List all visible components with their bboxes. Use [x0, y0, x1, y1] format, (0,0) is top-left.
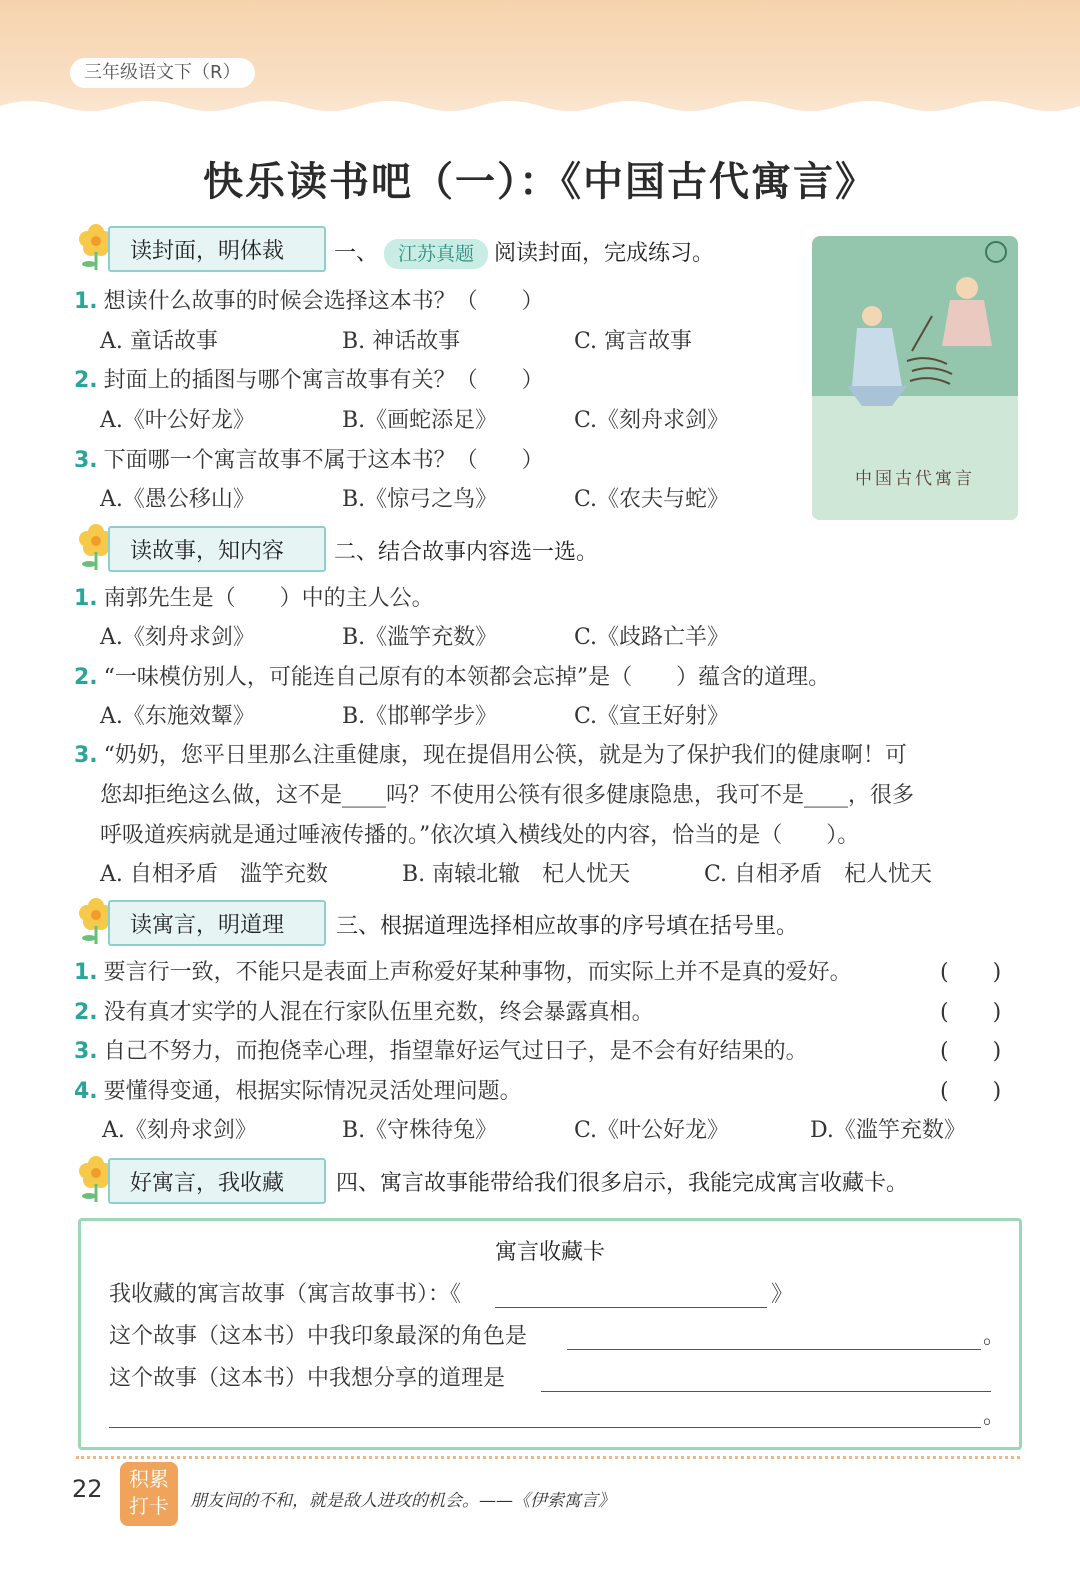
- footer-quote: 朋友间的不和，就是敌人进攻的机会。——《伊索寓言》: [190, 1491, 615, 1511]
- s2-q3-line2: 您却拒绝这么做，这不是____吗？不使用公筷有很多健康隐患，我可不是____，很多: [100, 783, 915, 808]
- s1-q3-opt-b: B.《惊弓之鸟》: [342, 487, 498, 512]
- card-input-lesson-cont[interactable]: [109, 1427, 981, 1428]
- section4-instruction: 四、寓言故事能带给我们很多启示，我能完成寓言收藏卡。: [336, 1171, 909, 1196]
- s1-q2-opt-a: A.《叶公好龙》: [100, 408, 255, 433]
- card-line-1-end: 》: [771, 1282, 794, 1307]
- book-cover-image: [812, 236, 1018, 520]
- card-input-lesson[interactable]: [541, 1391, 991, 1392]
- s2-q2-opt-b: B.《邯郸学步》: [342, 704, 498, 729]
- s1-q1-opt-c: C. 寓言故事: [574, 329, 693, 354]
- s2-q3-opt-b: B. 南辕北辙 杞人忧天: [402, 862, 631, 887]
- card-input-character[interactable]: [567, 1349, 981, 1350]
- s3-answer-2[interactable]: ( ): [940, 1000, 1002, 1025]
- accumulate-stamp: 积累 打卡: [120, 1462, 178, 1526]
- s1-q1-opt-a: A. 童话故事: [100, 329, 218, 354]
- card-input-book[interactable]: [495, 1307, 767, 1308]
- s1-q3: 3. 下面哪一个寓言故事不属于这本书？（ ）: [74, 448, 544, 473]
- section3-instruction: 三、根据道理选择相应故事的序号填在括号里。: [336, 914, 799, 939]
- s3-opt-d: D.《滥竽充数》: [810, 1118, 966, 1143]
- section2-title: 读故事，知内容: [130, 539, 285, 564]
- grade-tag: 三年级语文下（R）: [70, 58, 255, 88]
- s2-q3-opt-c: C. 自相矛盾 杞人忧天: [704, 862, 933, 887]
- s3-item-2: 2. 没有真才实学的人混在行家队伍里充数，终会暴露真相。: [74, 1000, 654, 1025]
- s2-q2-opt-c: C.《宣王好射》: [574, 704, 730, 729]
- header-wave: [0, 96, 1080, 128]
- card-line-4-period: 。: [983, 1404, 1006, 1429]
- page-number: 22: [72, 1475, 103, 1503]
- card-line-3: 这个故事（这本书）中我想分享的道理是: [109, 1366, 506, 1391]
- s3-opt-b: B.《守株待兔》: [342, 1118, 498, 1143]
- fable-collection-card: [78, 1218, 1022, 1450]
- s2-q2: 2. “一味模仿别人，可能连自己原有的本领都会忘掉”是（ ）蕴含的道理。: [74, 665, 831, 690]
- s2-q1-opt-b: B.《滥竽充数》: [342, 625, 498, 650]
- s3-answer-1[interactable]: ( ): [940, 960, 1002, 985]
- s2-q3-line3: 呼吸道疾病就是通过唾液传播的。”依次填入横线处的内容，恰当的是（ ）。: [100, 823, 860, 848]
- s1-q3-opt-c: C.《农夫与蛇》: [574, 487, 730, 512]
- section1-title: 读封面，明体裁: [130, 239, 285, 264]
- card-title: 寓言收藏卡: [494, 1240, 605, 1265]
- s3-answer-4[interactable]: ( ): [940, 1079, 1002, 1104]
- card-line-2-period: 。: [983, 1324, 1006, 1349]
- s3-answer-3[interactable]: ( ): [940, 1039, 1002, 1064]
- s2-q3-opt-a: A. 自相矛盾 滥竽充数: [100, 862, 328, 887]
- page-title: 快乐读书吧（一）：《中国古代寓言》: [203, 159, 877, 205]
- card-line-2: 这个故事（这本书）中我印象最深的角色是: [109, 1324, 528, 1349]
- s1-q2-opt-c: C.《刻舟求剑》: [574, 408, 730, 433]
- cover-illustration: [812, 236, 1018, 416]
- s3-item-4: 4. 要懂得变通，根据实际情况灵活处理问题。: [74, 1079, 522, 1104]
- cover-title: 中国古代寓言: [855, 469, 975, 489]
- s3-opt-a: A.《刻舟求剑》: [102, 1118, 257, 1143]
- section4-title: 好寓言，我收藏: [130, 1171, 285, 1196]
- s3-item-3: 3. 自己不努力，而抱侥幸心理，指望靠好运气过日子，是不会有好结果的。: [74, 1039, 808, 1064]
- s2-q1-opt-c: C.《歧路亡羊》: [574, 625, 730, 650]
- section2-instruction: 二、结合故事内容选一选。: [334, 540, 599, 565]
- s2-q1-opt-a: A.《刻舟求剑》: [100, 625, 255, 650]
- s3-opt-c: C.《叶公好龙》: [574, 1118, 730, 1143]
- s2-q2-opt-a: A.《东施效颦》: [100, 704, 255, 729]
- section3-title: 读寓言，明道理: [130, 913, 285, 938]
- s2-q3-line1: 3. “奶奶，您平日里那么注重健康，现在提倡用公筷，就是为了保护我们的健康啊！可: [74, 743, 907, 768]
- s1-q3-opt-a: A.《愚公移山》: [100, 487, 255, 512]
- footer-divider: [76, 1456, 1020, 1459]
- card-line-1: 我收藏的寓言故事（寓言故事书）：《: [109, 1282, 462, 1307]
- s1-q2-opt-b: B.《画蛇添足》: [342, 408, 498, 433]
- s3-item-1: 1. 要言行一致，不能只是表面上声称爱好某种事物，而实际上并不是真的爱好。: [74, 960, 852, 985]
- s1-q1: 1. 想读什么故事的时候会选择这本书？（ ）: [74, 289, 544, 314]
- s1-q1-opt-b: B. 神话故事: [342, 329, 461, 354]
- exam-badge: 江苏真题: [384, 239, 488, 269]
- s2-q1: 1. 南郭先生是（ ）中的主人公。: [74, 586, 434, 611]
- section1-instruction: 一、 江苏真题 阅读封面，完成练习。: [334, 236, 714, 269]
- s1-q2: 2. 封面上的插图与哪个寓言故事有关？（ ）: [74, 368, 544, 393]
